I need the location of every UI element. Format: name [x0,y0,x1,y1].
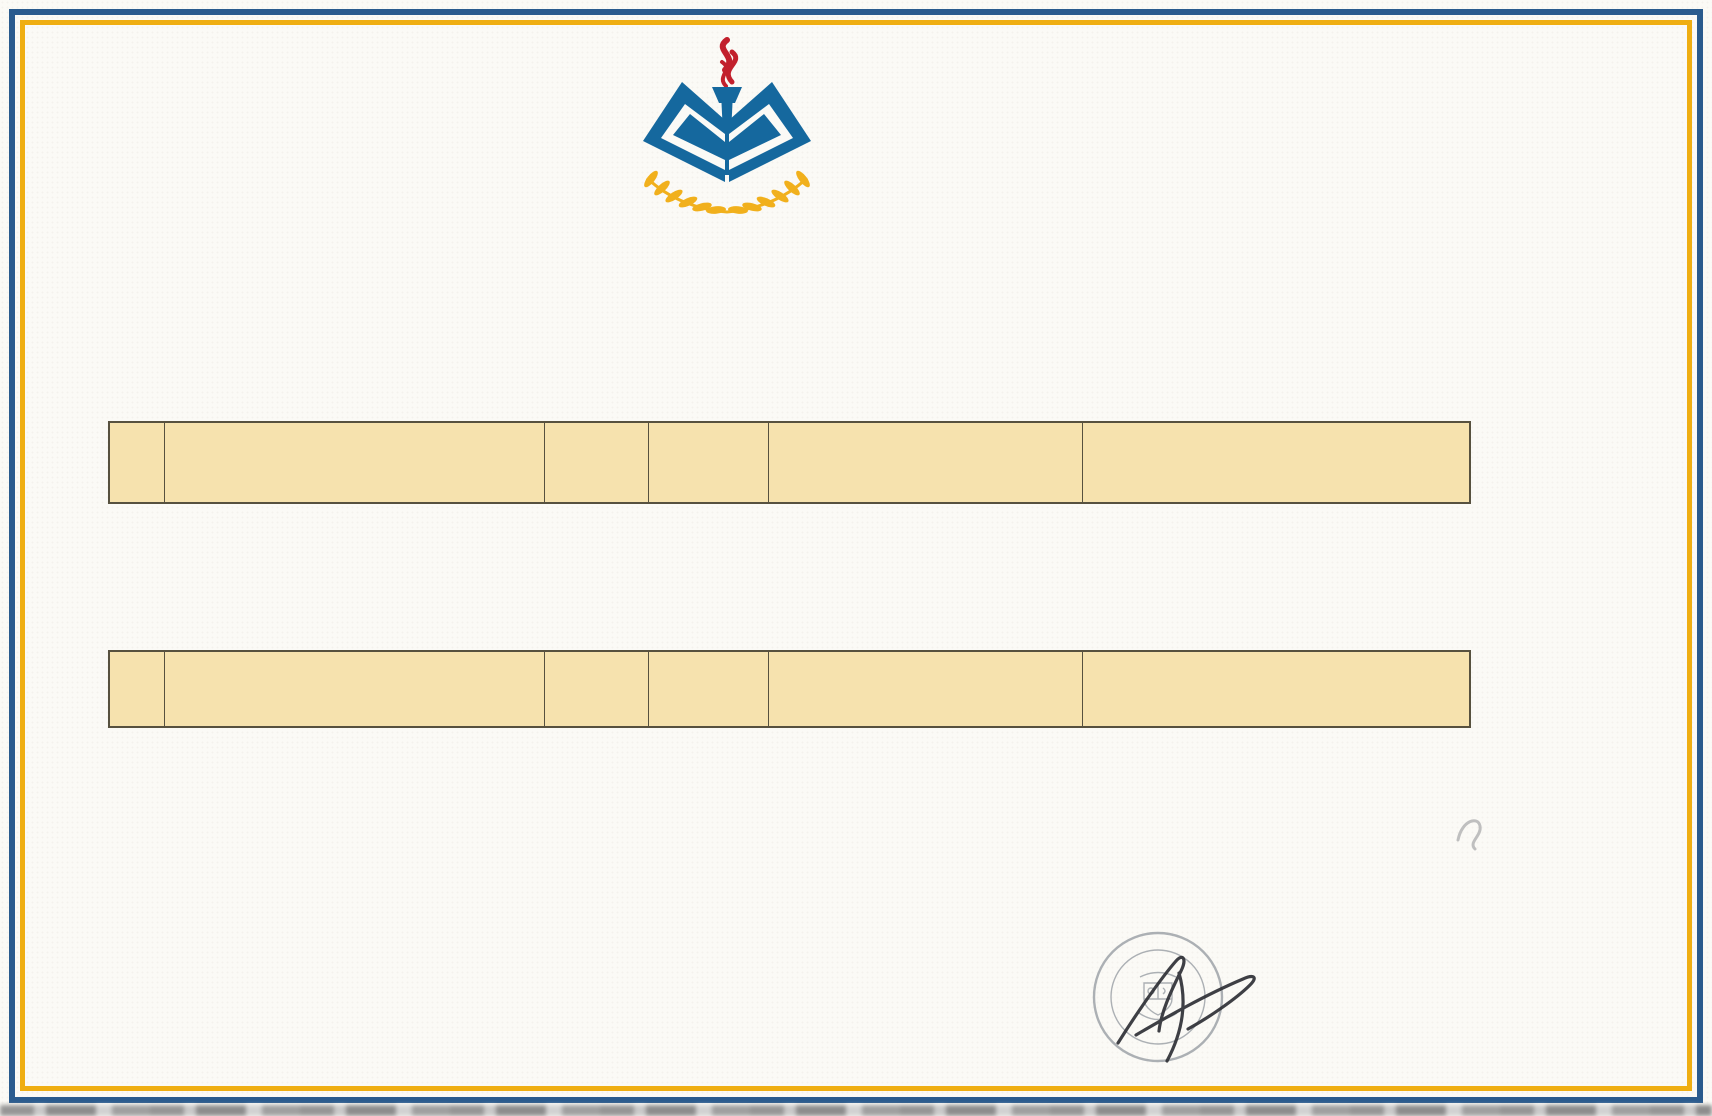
laurel-wreath-icon [642,169,812,215]
ministry-seal [1040,915,1290,1090]
col-header-puntaje [768,651,1082,727]
col-header-dni [544,651,648,727]
table-header [109,651,1470,727]
col-header-apellidos [164,422,544,503]
puesto-heading [110,383,1469,406]
results-table-polidocente [108,650,1471,728]
torch-flame-icon [722,40,736,86]
col-header-num [109,651,164,727]
col-header-apellidos [164,651,544,727]
col-header-num [109,422,164,503]
col-header-expediente [648,651,768,727]
puesto-heading [110,612,1469,635]
col-header-expediente [648,422,768,503]
col-header-observaciones [1082,422,1470,503]
nota-section [110,800,1423,805]
scan-artifact-strip [0,1105,1712,1116]
section-polidocente [108,612,1469,728]
ugel-logo [585,28,1005,218]
signature-icon [1118,957,1254,1061]
col-header-observaciones [1082,651,1470,727]
table-header [109,422,1470,503]
pen-mark-icon [1450,812,1500,852]
col-header-puntaje [768,422,1082,503]
coat-of-arms-icon [1139,973,1177,1020]
results-table-multigrado [108,421,1471,504]
seal-rings [1040,915,1222,1061]
section-multigrado [108,383,1469,504]
col-header-dni [544,422,648,503]
